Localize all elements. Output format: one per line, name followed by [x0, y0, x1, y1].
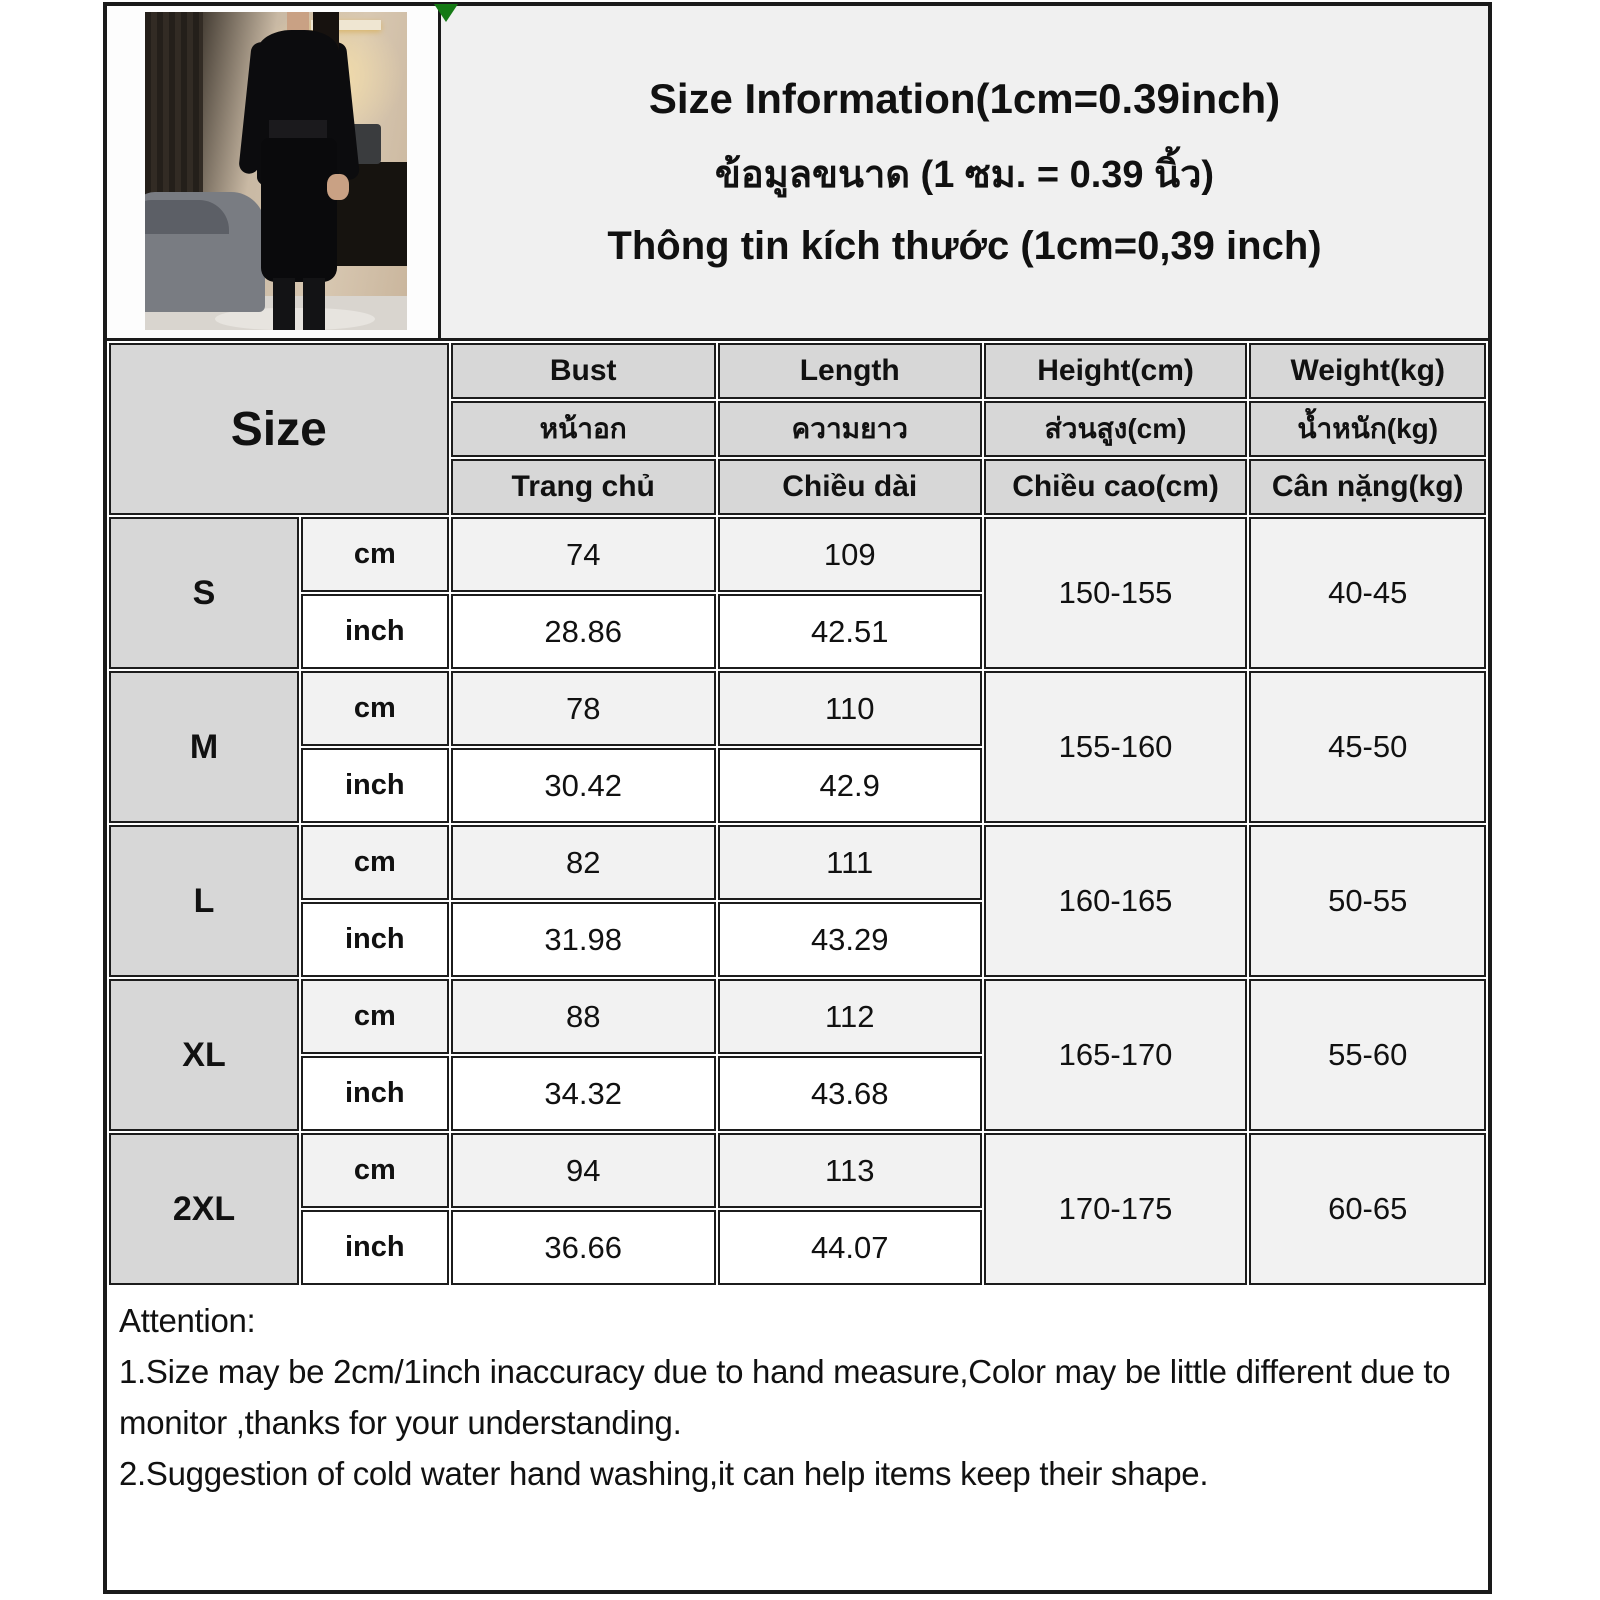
row-m-cm [109, 671, 1486, 746]
top-banner [107, 6, 1488, 341]
unit-cm: cm [301, 671, 449, 746]
size-chart-sheet [103, 2, 1492, 1594]
header-height-vi: Chiều cao(cm) [984, 459, 1248, 515]
header-bust-th: หน้าอก [451, 401, 716, 457]
attention-note [107, 1287, 1488, 1590]
header-weight-en: Weight(kg) [1249, 343, 1486, 399]
header-length-en: Length [718, 343, 982, 399]
height-range: 160-165 [984, 825, 1248, 977]
unit-inch: inch [301, 902, 449, 977]
unit-inch: inch [301, 1056, 449, 1131]
length-inch-value: 44.07 [718, 1210, 982, 1285]
green-corner-badge-icon [434, 4, 458, 22]
unit-inch: inch [301, 748, 449, 823]
header-height-th: ส่วนสูง(cm) [984, 401, 1248, 457]
weight-range: 60-65 [1249, 1133, 1486, 1285]
weight-range: 55-60 [1249, 979, 1486, 1131]
size-table [107, 341, 1488, 1287]
height-range: 150-155 [984, 517, 1248, 669]
unit-cm: cm [301, 979, 449, 1054]
length-cm-value: 109 [718, 517, 982, 592]
size-label: L [109, 825, 299, 977]
attention-heading: Attention: [119, 1302, 256, 1339]
bust-inch-value: 34.32 [451, 1056, 716, 1131]
product-photo-cell [107, 6, 441, 338]
model-dress-skirt [261, 138, 337, 282]
product-photo [145, 12, 407, 330]
header-bust-en: Bust [451, 343, 716, 399]
header-length-th: ความยาว [718, 401, 982, 457]
length-inch-value: 42.9 [718, 748, 982, 823]
length-inch-value: 43.68 [718, 1056, 982, 1131]
size-label: XL [109, 979, 299, 1131]
header-bust-vi: Trang chủ [451, 459, 716, 515]
row-l-cm [109, 825, 1486, 900]
bust-inch-value: 28.86 [451, 594, 716, 669]
bust-cm-value: 82 [451, 825, 716, 900]
bust-inch-value: 36.66 [451, 1210, 716, 1285]
length-cm-value: 110 [718, 671, 982, 746]
title-thai: ข้อมูลขนาด (1 ซม. = 0.39 นิ้ว) [714, 154, 1215, 196]
model-hand [327, 174, 349, 200]
bust-cm-value: 94 [451, 1133, 716, 1208]
model-boot-left [273, 278, 295, 330]
header-row-en [109, 343, 1486, 399]
bust-inch-value: 30.42 [451, 748, 716, 823]
size-label: S [109, 517, 299, 669]
bust-cm-value: 74 [451, 517, 716, 592]
attention-item-1: 1.Size may be 2cm/1inch inaccuracy due to hand measure,Color may be little different due to monitor ,thanks for your understanding. [119, 1353, 1451, 1442]
bust-inch-value: 31.98 [451, 902, 716, 977]
size-label: 2XL [109, 1133, 299, 1285]
attention-item-2: 2.Suggestion of cold water hand washing,it can help items keep their shape. [119, 1455, 1209, 1493]
unit-cm: cm [301, 517, 449, 592]
unit-cm: cm [301, 825, 449, 900]
height-range: 170-175 [984, 1133, 1248, 1285]
bed-blanket [145, 200, 229, 234]
size-table-section [107, 341, 1488, 1287]
unit-inch: inch [301, 594, 449, 669]
height-range: 165-170 [984, 979, 1248, 1131]
length-cm-value: 112 [718, 979, 982, 1054]
title-english: Size Information(1cm=0.39inch) [648, 75, 1281, 122]
unit-inch: inch [301, 1210, 449, 1285]
header-weight-vi: Cân nặng(kg) [1249, 459, 1486, 515]
weight-range: 50-55 [1249, 825, 1486, 977]
size-header-cell: Size [109, 343, 449, 515]
row-xl-cm [109, 979, 1486, 1054]
model-boot-right [303, 278, 325, 330]
row-2xl-cm [109, 1133, 1486, 1208]
weight-range: 45-50 [1249, 671, 1486, 823]
bust-cm-value: 78 [451, 671, 716, 746]
title-block [441, 6, 1488, 338]
unit-cm: cm [301, 1133, 449, 1208]
title-vietnamese: Thông tin kích thước (1cm=0,39 inch) [607, 224, 1322, 268]
length-cm-value: 111 [718, 825, 982, 900]
row-s-cm [109, 517, 1486, 592]
length-cm-value: 113 [718, 1133, 982, 1208]
size-label: M [109, 671, 299, 823]
height-range: 155-160 [984, 671, 1248, 823]
weight-range: 40-45 [1249, 517, 1486, 669]
header-length-vi: Chiều dài [718, 459, 982, 515]
header-weight-th: น้ำหนัก(kg) [1249, 401, 1486, 457]
length-inch-value: 43.29 [718, 902, 982, 977]
header-height-en: Height(cm) [984, 343, 1248, 399]
bust-cm-value: 88 [451, 979, 716, 1054]
length-inch-value: 42.51 [718, 594, 982, 669]
